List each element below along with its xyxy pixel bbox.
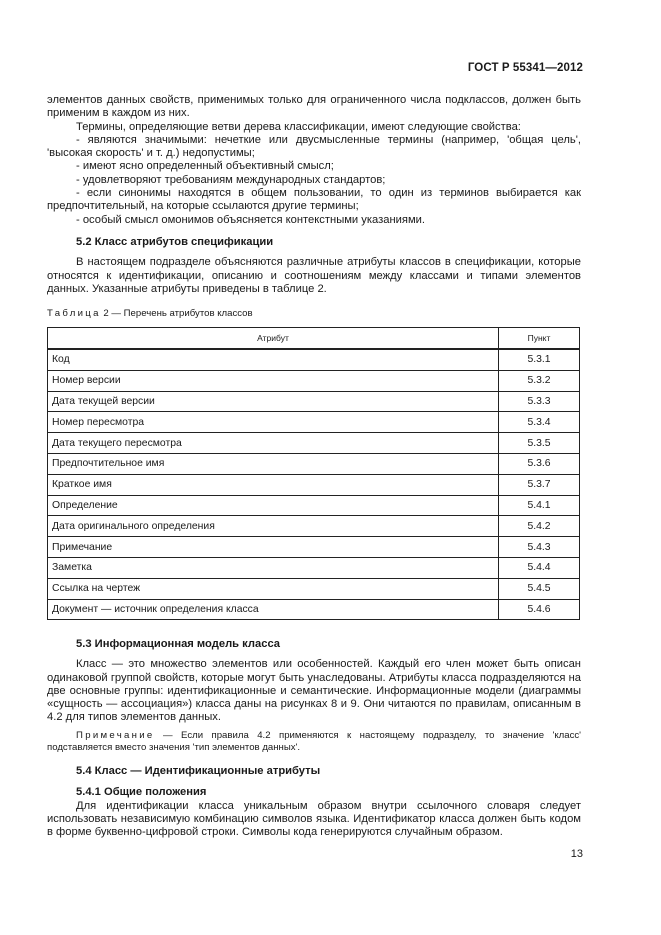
paragraph: Термины, определяющие ветви дерева классификации, имеют следующие свойства: [76,120,521,133]
attribute-cell: Номер пересмотра [48,412,499,433]
attributes-table-wrapper [47,327,580,620]
clause-cell: 5.4.3 [499,537,580,558]
list-item: - имеют ясно определенный объективный смысл; [76,160,334,173]
column-header-clause: Пункт [499,328,580,350]
attribute-cell: Номер версии [48,370,499,391]
table-row [48,537,580,558]
attribute-cell: Краткое имя [48,474,499,495]
attribute-cell: Дата оригинального определения [48,516,499,537]
continuation-block [47,94,581,227]
clause-cell: 5.3.6 [499,453,580,474]
clause-cell: 5.4.5 [499,578,580,599]
table-row [48,516,580,537]
clause-cell: 5.4.2 [499,516,580,537]
table-row [48,495,580,516]
attribute-cell: Документ — источник определения класса [48,599,499,620]
attribute-cell: Код [48,349,499,370]
table-row [48,391,580,412]
note [47,730,581,755]
attribute-cell: Ссылка на чертеж [48,578,499,599]
clause-cell: 5.3.1 [499,349,580,370]
clause-cell: 5.4.1 [499,495,580,516]
attribute-cell: Определение [48,495,499,516]
section-heading: 5.3 Информационная модель класса [76,638,281,650]
table-caption [47,307,581,320]
list-item: - особый смысл омонимов объясняется контекстными указаниями. [76,213,425,226]
section-5-4 [47,765,581,839]
paragraph: элементов данных свойств, применимых только для ограниченного числа подклассов, должен быть применим в каждом из них. [47,94,581,120]
subsection-heading: 5.4.1 Общие положения [76,786,207,799]
list-item: - являются значимыми: нечеткие или двусмысленные термины (например, 'общая цель', 'высокая скорость' и т. д.) недопустимы; [47,133,581,160]
table-row [48,557,580,578]
clause-cell: 5.3.5 [499,433,580,454]
table-row [48,433,580,454]
attribute-cell: Предпочтительное имя [48,453,499,474]
attribute-cell: Дата текущего пересмотра [48,433,499,454]
clause-cell: 5.3.4 [499,412,580,433]
list-item: - если синонимы находятся в общем пользовании, то один из терминов выбирается как предпочтительный, на которые ссылаются другие термины; [47,187,581,213]
table-row [48,349,580,370]
attribute-cell: Примечание [48,537,499,558]
paragraph: Класс — это множество элементов или особенностей. Каждый его член может быть описан одинаковой группой свойств, которые могут быть унаследованы. Атрибуты класса подразделяются на две основные группы: идентификационные и семантические. Информационные модели (диаграммы «сущность — ассоциация») класса даны на рисунках 8 и 9. Они читаются по правилам, описанным в 4.2 для типов элементов данных. [47,658,581,724]
clause-cell: 5.3.3 [499,391,580,412]
table-row [48,578,580,599]
table-row [48,599,580,620]
document-header: ГОСТ Р 55341—2012 [467,62,583,74]
attribute-cell: Дата текущей версии [48,391,499,412]
column-header-attribute: Атрибут [48,328,499,350]
clause-cell: 5.4.4 [499,557,580,578]
section-heading: 5.4 Класс — Идентификационные атрибуты [76,765,321,777]
paragraph: Для идентификации класса уникальным образом внутри ссылочного словаря следует использовать независимую комбинацию символов языка. Идентификатор класса должен быть кодом в форме буквенно-цифровой строки. Символы кода генерируются случайным образом. [47,799,581,839]
note-text: — Если правила 4.2 применяются к настоящему подразделу, то значение 'класс' подставляется вместо значения 'тип элементов данных'. [47,729,581,754]
section-5-2 [47,236,581,296]
table-row [48,412,580,433]
table-header-row [48,328,580,350]
table-caption-text: 2 — Перечень атрибутов классов [103,308,253,319]
attribute-cell: Заметка [48,557,499,578]
paragraph: В настоящем подразделе объясняются различные атрибуты классов в спецификации, которые относятся к идентификации, описанию и соотношениям между классами и типами элементов данных. Указанные атрибуты приведены в таблице 2. [47,256,581,295]
table-row [48,453,580,474]
attributes-table [47,327,580,620]
clause-cell: 5.3.7 [499,474,580,495]
table-row [48,474,580,495]
page-number: 13 [570,848,583,860]
section-5-3 [47,638,581,755]
note-label: Примечание [76,729,155,741]
clause-cell: 5.3.2 [499,370,580,391]
clause-cell: 5.4.6 [499,599,580,620]
list-item: - удовлетворяют требованиям международных стандартов; [76,173,386,186]
table-caption-label: Таблица [47,308,101,319]
table-row [48,370,580,391]
section-heading: 5.2 Класс атрибутов спецификации [76,236,274,248]
